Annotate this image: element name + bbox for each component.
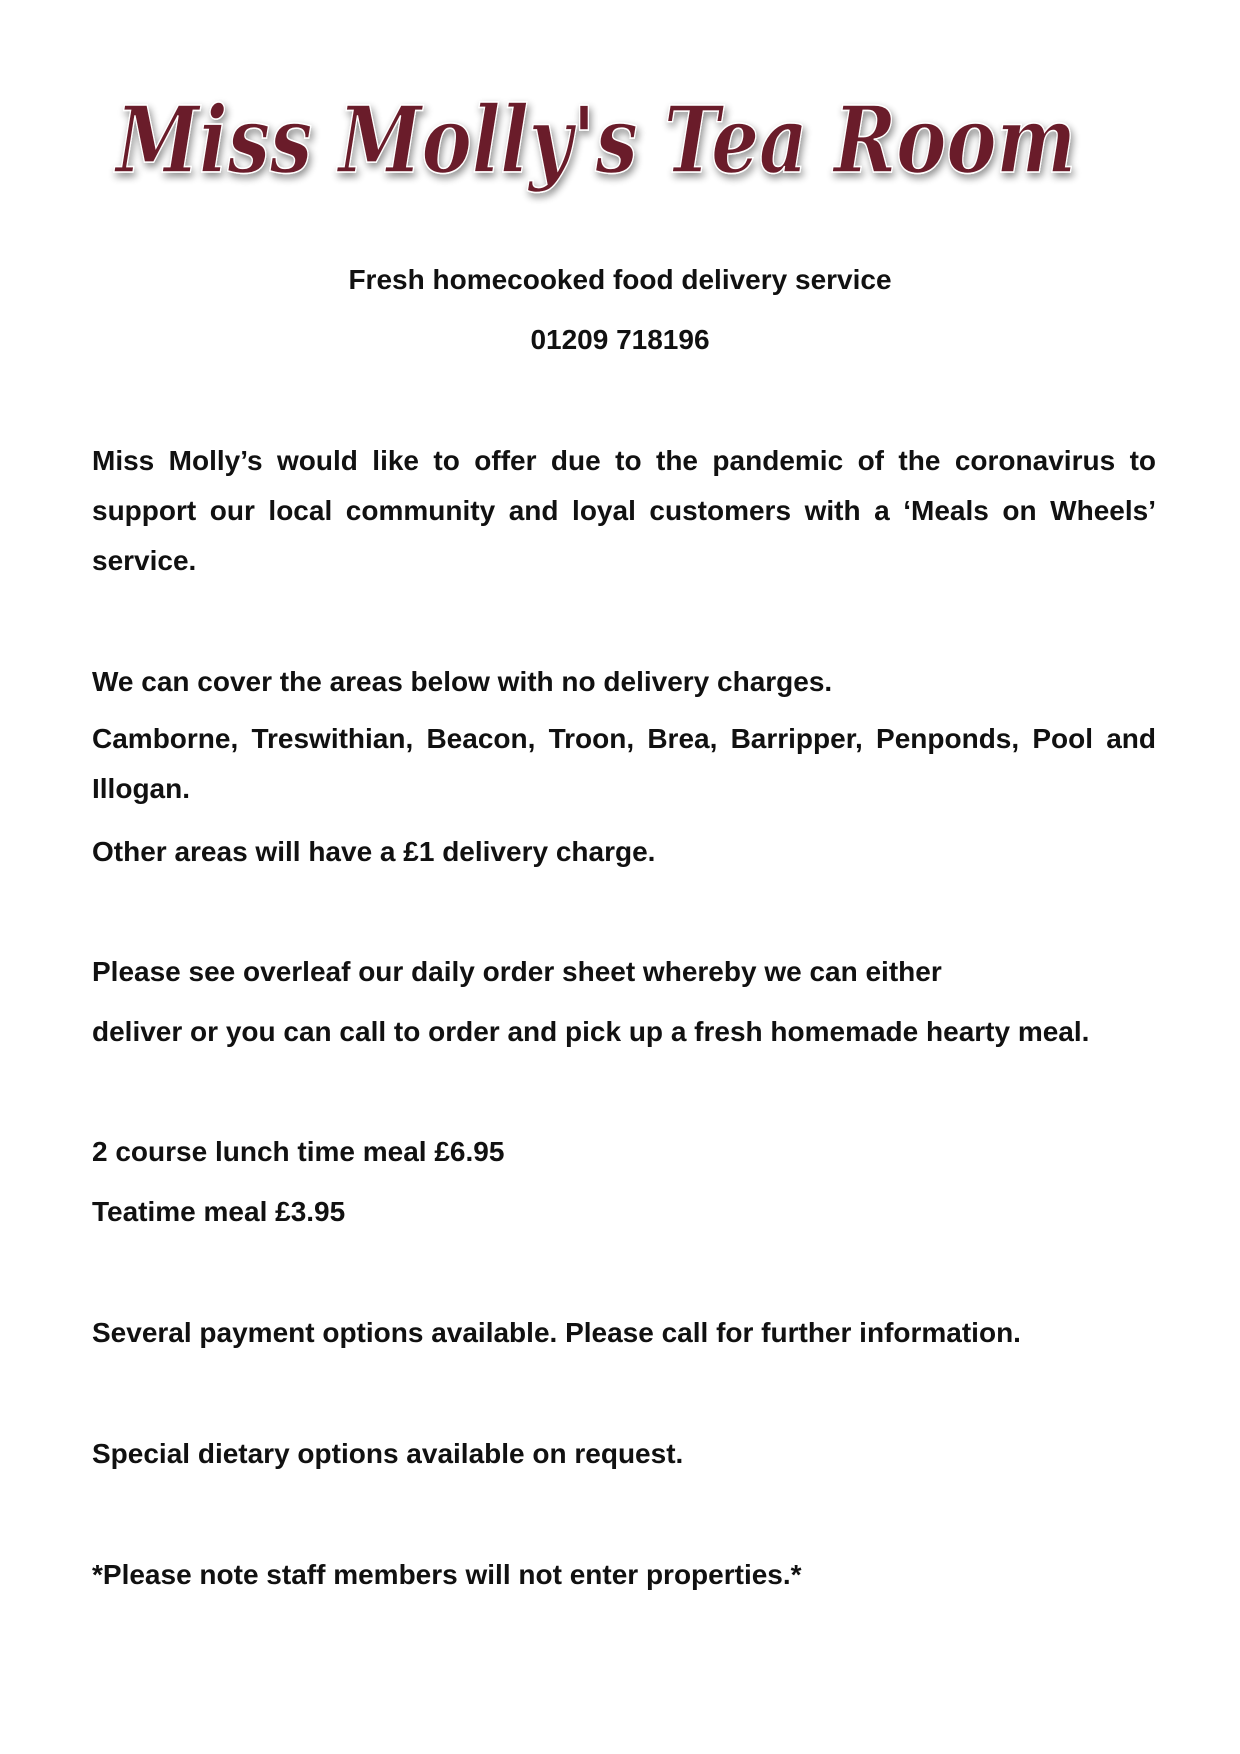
price-teatime: Teatime meal £3.95: [92, 1196, 346, 1227]
intro-paragraph: Miss Molly’s would like to offer due to the pandemic of the coronavirus to support our local community and loyal customers with a ‘Meals on Wheels’ service.: [92, 445, 1156, 576]
order-line-2: deliver or you can call to order and pick up a fresh homemade hearty meal.: [92, 1016, 1090, 1047]
dietary-options: Special dietary options available on request.: [92, 1438, 684, 1469]
areas-intro: We can cover the areas below with no delivery charges.: [92, 666, 833, 697]
payment-options: Several payment options available. Please call for further information.: [92, 1317, 1021, 1348]
staff-note: *Please note staff members will not enter properties.*: [92, 1559, 802, 1590]
price-lunch: 2 course lunch time meal £6.95: [92, 1136, 505, 1167]
order-line-1: Please see overleaf our daily order sheet whereby we can either: [92, 956, 942, 987]
logo-graphic: [96, 62, 1096, 212]
logo-text: Miss Molly's Tea Room: [113, 86, 1076, 194]
other-areas-charge: Other areas will have a £1 delivery charge.: [92, 836, 656, 867]
phone-number: 01209 718196: [530, 324, 710, 355]
tagline: Fresh homecooked food delivery service: [348, 264, 892, 295]
areas-list: Camborne, Treswithian, Beacon, Troon, Brea, Barripper, Penponds, Pool and Illogan.: [92, 723, 1156, 804]
logo: [96, 62, 1096, 212]
